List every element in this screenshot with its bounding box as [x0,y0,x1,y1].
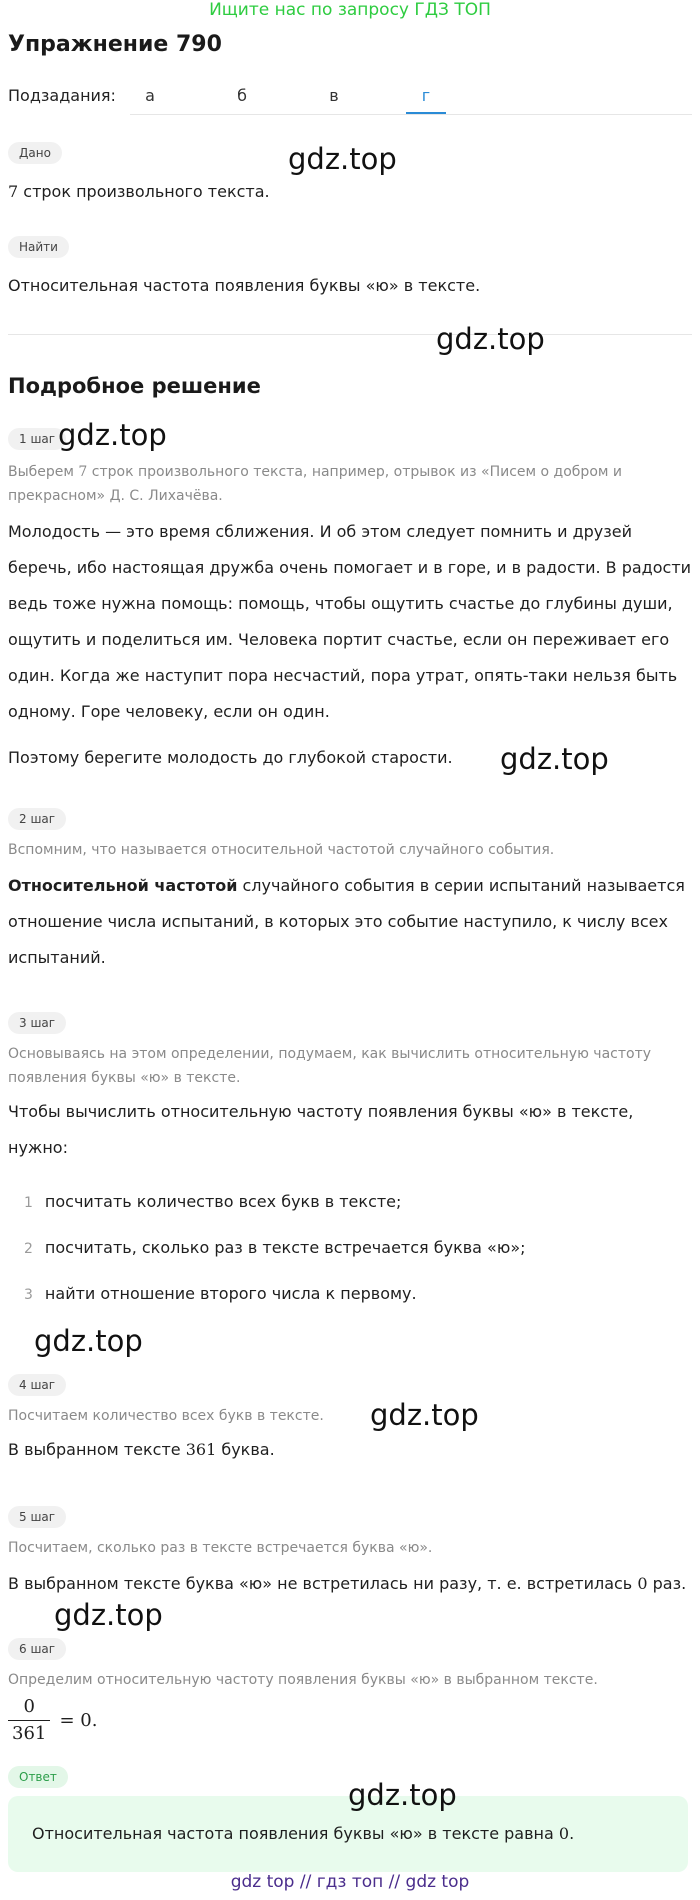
step6-badge: 6 шаг [8,1638,66,1660]
step1-badge: 1 шаг [8,428,66,450]
divider [8,334,692,335]
step1-last: Поэтому берегите молодость до глубокой старости. [8,748,453,767]
step4-badge: 4 шаг [8,1374,66,1396]
answer-badge-wrap [8,1766,68,1788]
watermark: gdz.top [436,322,545,356]
subtasks-label: Подзадания: [8,86,116,105]
step5-note: Посчитаем, сколько раз в тексте встречается буква «ю». [8,1540,433,1556]
page-title: Упражнение 790 [8,32,222,57]
find-badge-wrap [8,236,69,258]
find-text: Относительная частота появления буквы «ю» в тексте. [8,276,481,295]
step5-text: В выбранном тексте буква «ю» не встретилась ни разу, т. е. встретилась 0 раз. [8,1574,687,1593]
step4-badge-wrap [8,1374,66,1396]
step3-badge-wrap [8,1012,66,1034]
step5-badge-wrap [8,1506,66,1528]
solution-title: Подробное решение [8,374,261,398]
tab-g[interactable]: г [421,86,431,105]
tab-v[interactable]: в [329,86,339,105]
watermark: gdz.top [370,1398,479,1432]
watermark: gdz.top [34,1324,143,1358]
step3-text: Чтобы вычислить относительную частоту появления буквы «ю» в тексте, нужно: [8,1102,634,1157]
tab-b[interactable]: б [237,86,247,105]
find-badge: Найти [8,236,69,258]
watermark: gdz.top [58,418,167,452]
step1-note: Выберем 7 строк произвольного текста, например, отрывок из «Писем о добром и [8,464,622,480]
footer-links[interactable]: gdz top // гдз топ // gdz top [230,1872,470,1892]
step6-note: Определим относительную частоту появления буквы «ю» в выбранном тексте. [8,1672,598,1688]
step4-text: В выбранном тексте 361 буква. [8,1440,275,1459]
step4-note: Посчитаем количество всех букв в тексте. [8,1408,324,1424]
step3-list-item: 1 посчитать количество всех букв в тексте; [24,1192,402,1211]
step2-badge: 2 шаг [8,808,66,830]
answer-badge: Ответ [8,1766,68,1788]
step6-formula: $\frac{0}{361}$ = 0. [8,1694,97,1747]
given-badge-wrap [8,142,62,164]
top-banner: Ищите нас по запросу ГДЗ ТОП [209,0,491,20]
fraction: $\frac{0}{361}$ [8,1694,50,1747]
given-badge: Дано [8,142,62,164]
tab-a[interactable]: а [145,86,155,105]
watermark: gdz.top [288,142,397,176]
step2-note: Вспомним, что называется относительной частотой случайного события. [8,842,555,858]
watermark: gdz.top [348,1778,457,1812]
step3-note: Основываясь на этом определении, подумаем, как вычислить относительную частоту появления буквы «ю» в тексте. [8,1046,652,1086]
step1-paragraph: Молодость — это время сближения. И об этом следует помнить и друзей беречь, ибо настоящая дружба очень помогает и в горе, и в радости. В радости ведь тоже нужна помощь: помощь, чтобы ощутить счастье до глубины души, ощутить и поделиться им. Человека портит счастье, если он переживает его один. Когда же наступит пора несчастий, пора утрат, опять-таки нельзя быть одному. Горе человеку, если он один. [8,522,692,721]
step2-badge-wrap [8,808,66,830]
step3-list-item: 3 найти отношение второго числа к первому. [24,1284,417,1303]
step2-definition: Относительной частотой случайного события в серии испытаний называется отношение числа испытаний, в которых это событие наступило, к числу всех испытаний. [8,876,685,967]
step1-note-line2: прекрасном» Д. С. Лихачёва. [8,488,223,504]
subtask-tabs [130,78,692,115]
step6-badge-wrap [8,1638,66,1660]
given-text: 7 строк произвольного текста. [8,182,270,201]
step3-list-item: 2 посчитать, сколько раз в тексте встречается буква «ю»; [24,1238,526,1257]
step3-badge: 3 шаг [8,1012,66,1034]
answer-text: Относительная частота появления буквы «ю» в тексте равна 0. [32,1824,575,1843]
active-tab-indicator [406,112,446,114]
watermark: gdz.top [500,742,609,776]
step5-badge: 5 шаг [8,1506,66,1528]
watermark: gdz.top [54,1598,163,1632]
